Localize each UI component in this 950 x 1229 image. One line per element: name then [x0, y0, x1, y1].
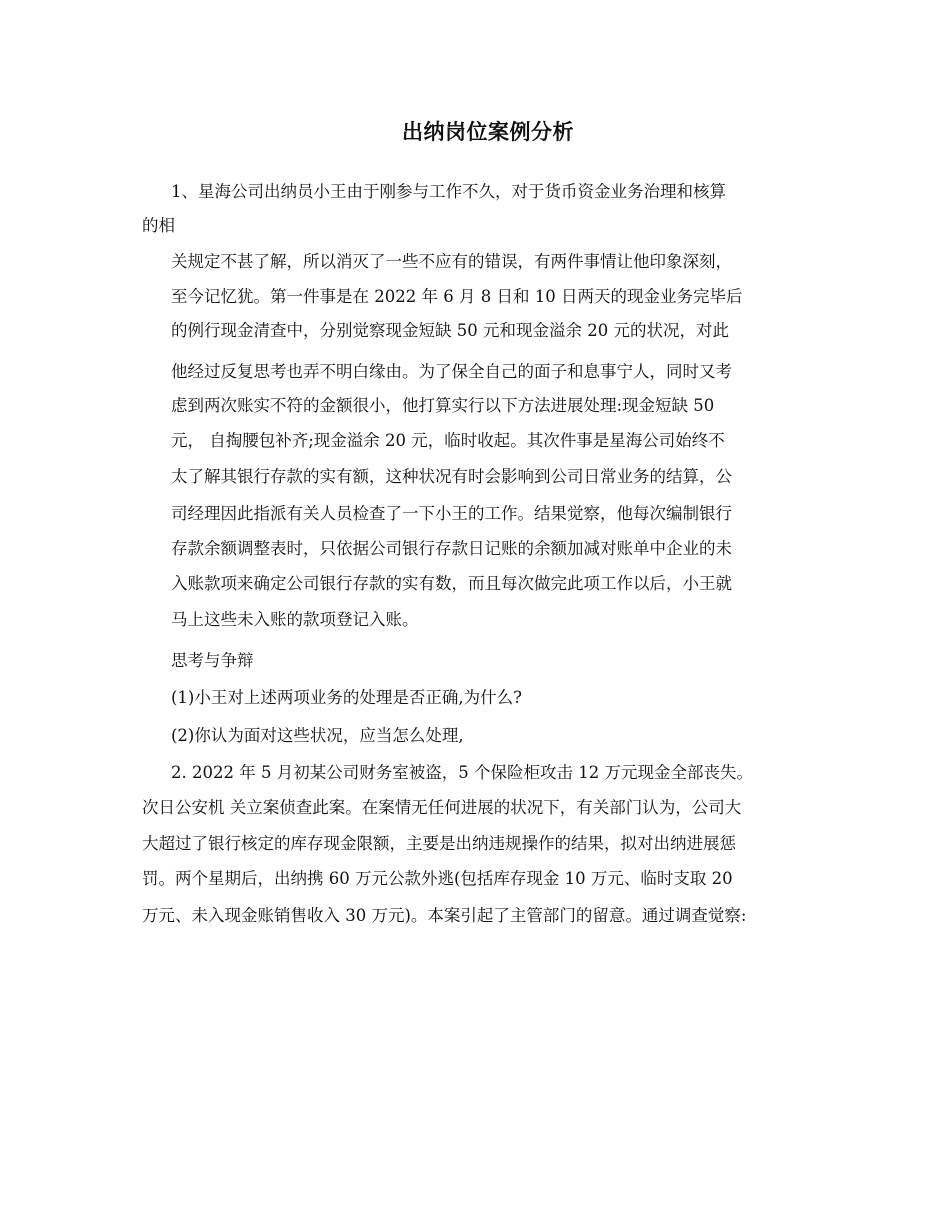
section-heading: 思考与争辩 [171, 651, 254, 670]
paragraph-line: 罚。两个星期后，出纳携 60 万元公款外逃(包括库存现金 10 万元、临时支取 20 [142, 869, 733, 888]
question-item: (2)你认为面对这些状况，应当怎么处理, [171, 726, 464, 745]
paragraph-line: 马上这些未入账的款项登记入账。 [171, 610, 419, 629]
paragraph-line: 至今记忆犹。第一件事是在 2022 年 6 月 8 日和 10 日两天的现金业务完毕后 [171, 287, 743, 306]
paragraph-line: 元， 自掏腰包补齐;现金溢余 20 元，临时收起。其次件事是星海公司始终不 [171, 431, 725, 450]
paragraph-line: 虑到两次账实不符的金额很小，他打算实行以下方法进展处理:现金短缺 50 [171, 396, 715, 415]
document-title: 出纳岗位案例分析 [402, 120, 574, 144]
paragraph-line: 1、星海公司出纳员小王由于刚参与工作不久，对于货币资金业务治理和核算 [171, 182, 726, 201]
paragraph-line: 次日公安机 关立案侦查此案。在案情无任何进展的状况下，有关部门认为，公司大 [142, 798, 742, 817]
paragraph-line: 太了解其银行存款的实有额，这种状况有时会影响到公司日常业务的结算，公 [171, 467, 732, 486]
question-item: (1)小王对上述两项业务的处理是否正确,为什么? [171, 688, 522, 707]
paragraph-line: 关规定不甚了解，所以消灭了一些不应有的错误，有两件事情让他印象深刻， [171, 252, 732, 271]
paragraph-line: 2. 2022 年 5 月初某公司财务室被盗，5 个保险柜攻击 12 万元现金全部丧失。 [171, 763, 753, 782]
paragraph-line: 万元、未入现金账销售收入 30 万元)。本案引起了主管部门的留意。通过调查觉察: [142, 906, 747, 925]
paragraph-line: 存款余额调整表时，只依据公司银行存款日记账的余额加减对账单中企业的未 [171, 539, 732, 558]
paragraph-line: 大超过了银行核定的库存现金限额，主要是出纳违规操作的结果，拟对出纳进展惩 [142, 834, 736, 853]
paragraph-line: 入账款项来确定公司银行存款的实有数，而且每次做完此项工作以后，小王就 [171, 574, 732, 593]
paragraph-line: 的例行现金清查中，分别觉察现金短缺 50 元和现金溢余 20 元的状况，对此 [171, 321, 729, 340]
paragraph-line: 他经过反复思考也弄不明白缘由。为了保全自己的面子和息事宁人，同时又考 [171, 362, 732, 381]
paragraph-line: 司经理因此指派有关人员检查了一下小王的工作。结果觉察，他每次编制银行 [171, 504, 732, 523]
paragraph-line: 的相 [142, 216, 175, 235]
